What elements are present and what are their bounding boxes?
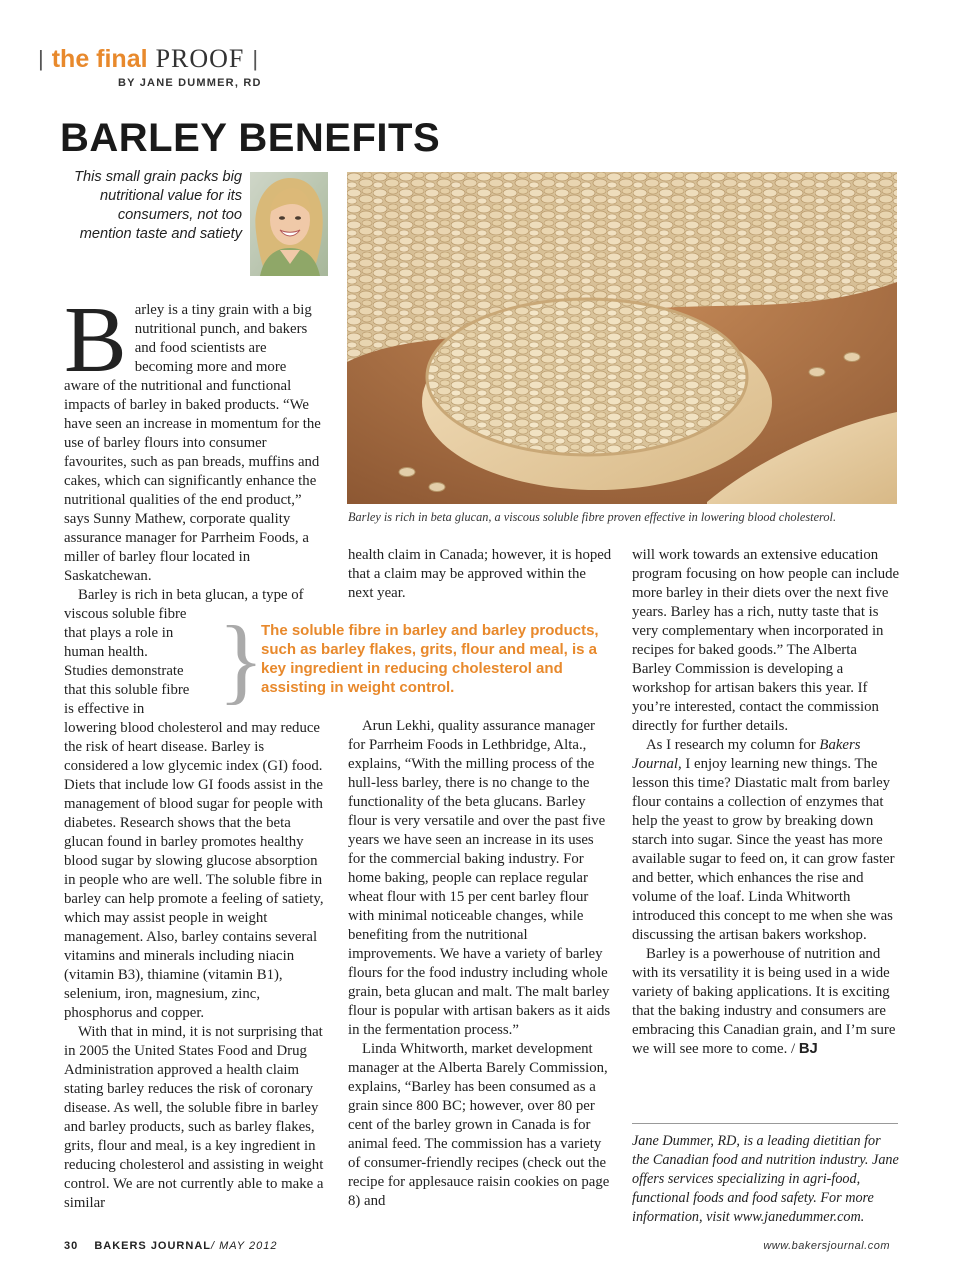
text-run: As I research my column for <box>646 737 820 753</box>
header-bar-left: | <box>38 46 44 71</box>
paragraph-conclusion <box>632 945 900 1059</box>
footer-folio <box>64 1240 277 1252</box>
pull-quote: The soluble fibre in barley and barley products, such as barley flakes, grits, flour and meal, is a key ingredient in reducing cholesterol and assisting in weight control. <box>261 622 599 696</box>
paragraph-beta-glucan: lowering blood cholesterol and may reduce the risk of heart disease. Barley is considered a low glycemic index (GI) food. Diets that include low GI foods assist in the management of blood sugar for people with diabetes. Research shows that the beta glucan found in barley promotes healthy blood sugar by slowing glucose absorption in people who are well. The soluble fibre in barley can help promote a feeling of satiety, which may assist people in weight management. Also, barley contains several vitamins and minerals including niacin (vitamin B3), thiamine (vitamin B1), selenium, iron, magnesium, zinc, phosphorus and copper. <box>64 720 324 1021</box>
barley-spoon-photo <box>347 172 897 504</box>
section-header <box>38 44 258 74</box>
header-bar-right: | <box>252 46 259 71</box>
photo-caption: Barley is rich in beta glucan, a viscous soluble fibre proven effective in lowering blood cholesterol. <box>348 510 837 524</box>
page-number: 30 <box>64 1240 79 1252</box>
narrow-line: that plays a role in <box>64 625 174 641</box>
article-column-2 <box>348 717 614 1211</box>
drop-cap: B <box>64 288 127 392</box>
paragraph-diastatic-malt <box>632 736 900 945</box>
pull-quote-brace: } <box>218 606 265 713</box>
footer-url[interactable]: www.bakersjournal.com <box>763 1240 890 1252</box>
paragraph-intro: aware of the nutritional and functional impacts of barley in baked products. “We have seen an increase in momentum for the use of barley flours into consumer favourites, such as pan breads, muffins and cakes, which can significantly enhance the nutritional qualities of the end product,” says Sunny Mathew, corporate quality assurance manager for Parrheim Foods, a miller of barley flour located in Saskatchewan. <box>64 378 321 584</box>
paragraph-fda: With that in mind, it is not surprising that in 2005 the United States Food and Drug Administration approved a health claim stating barley reduces the risk of coronary disease. As well, the soluble fibre in barley and barley products, such as barley flakes, grits, flour and meal, is a key ingredient in reducing cholesterol and assisting in weight control. We are not currently able to make a similar <box>64 1024 324 1211</box>
paragraph-beta-glucan-lead: Barley is rich in beta glucan, a type of <box>78 587 304 603</box>
bio-divider <box>632 1123 898 1124</box>
narrow-line: is effective in <box>64 701 145 717</box>
byline: BY JANE DUMMER, RD <box>118 77 262 89</box>
author-photo <box>250 172 328 276</box>
magazine-name-italic: Bakers Journal <box>632 737 861 772</box>
paragraph-linda-whitworth: Linda Whitworth, market development manager at the Alberta Barely Commission, explains, “Barley has been consumed as a grain since 800 BC; however, over 80 per cent of the barley grown in Canada is for animal feed. The commission has a variety of consumer-friendly recipes (check out the recipe for applesauce raisin cookies on page 8) and <box>348 1041 610 1209</box>
article-column-3 <box>632 546 900 1059</box>
paragraph-intro-lead: arley is a tiny grain with a big nutritional punch, and bakers and food scientists are becoming more and more <box>134 302 312 375</box>
paragraph-health-claim: health claim in Canada; however, it is hoped that a claim may be approved within the next year. <box>348 547 612 601</box>
section-kicker-colored: the final <box>51 44 148 73</box>
narrow-line: that this soluble fibre <box>64 682 190 698</box>
text-run: , I enjoy learning new things. The lesson this time? Diastatic malt from barley flour contains a collection of enzymes that help the yeast to grow by breaking down starch into sugar. Since the yeast has more available sugar to feed on, it can grow faster and better, which enhances the rise and volume of the loaf. Linda Whitworth introduced this concept to me when she was discussing the artisan bakers workshop. <box>632 756 895 943</box>
issue-date: / MAY 2012 <box>211 1240 278 1252</box>
narrow-line: Studies demonstrate <box>64 663 184 679</box>
narrow-line: human health. <box>64 644 148 660</box>
narrow-lines <box>64 605 214 719</box>
author-bio: Jane Dummer, RD, is a leading dietitian for the Canadian food and nutrition industry. Jane offers services specializing in agri-food, functional foods and food safety. For more information, visit www.janedummer.com. <box>632 1133 899 1225</box>
text-run: Barley is a powerhouse of nutrition and with its versatility it is being used in a wide variety of baking applications. It is exciting that the baking industry and consumers are embracing this Canadian grain, and I’m sure we will see more to come. / <box>632 946 896 1057</box>
section-kicker-plain: PROOF <box>155 44 245 73</box>
magazine-name: BAKERS JOURNAL <box>94 1240 211 1252</box>
narrow-line: viscous soluble fibre <box>64 606 187 622</box>
page-title: BARLEY BENEFITS <box>60 116 441 160</box>
signoff-mark: BJ <box>798 1041 818 1057</box>
article-column-1 <box>64 288 326 1213</box>
deck-subtitle: This small grain packs big nutritional value for its consumers, not too mention taste and satiety <box>74 169 242 242</box>
paragraph-arun-lekhi: Arun Lekhi, quality assurance manager for Parrheim Foods in Lethbridge, Alta., explains, “With the milling process of the hull-less barley, there is no change to the functionality of the beta glucans. Barley flour is very versatile and over the past five years we have seen an increase in its uses for the commercial baking industry. For home baking, people can replace regular wheat flour with 15 per cent barley flour with minimal noticeable changes, while benefiting from the nutritional improvements. We have a variety of barley flours for the food industry including whole grain, beta glucan and malt. The malt barley flour is popular with artisan bakers as it aids in the fermentation process.” <box>348 718 611 1038</box>
article-column-2-top <box>348 546 614 603</box>
paragraph-education-program: will work towards an extensive education program focusing on how people can include more barley in their diets over the next five years. Barley has a rich, nutty taste that is very complementary when incorporated in recipes for baked goods.” The Alberta Barley Commission is developing a workshop for artisan bakers this year. If you’re interested, contact the commission directly for further details. <box>632 547 900 734</box>
